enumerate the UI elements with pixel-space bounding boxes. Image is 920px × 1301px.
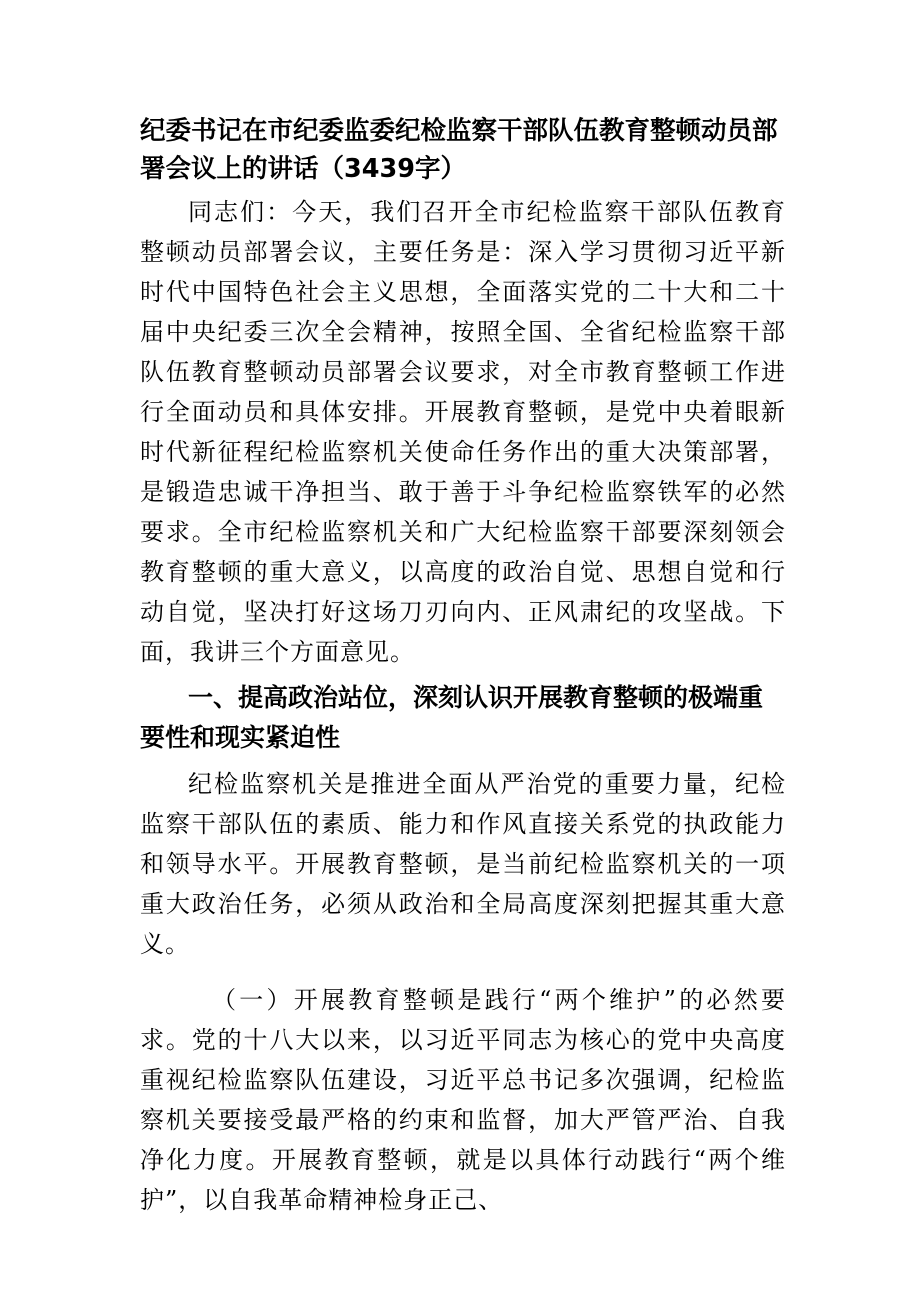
intro-paragraph: 同志们：今天，我们召开全市纪检监察干部队伍教育整顿动员部署会议，主要任务是：深入学习贯彻习近平新时代中国特色社会主义思想，全面落实党的二十大和二十届中央纪委三次全会精神，按照全国、全省纪检监察干部队伍教育整顿动员部署会议要求，对全市教育整顿工作进行全面动员和具体安排。开展教育整顿，是党中央着眼新时代新征程纪检监察机关使命任务作出的重大决策部署，是锻造忠诚干净担当、敢于善于斗争纪检监察铁军的必然要求。全市纪检监察机关和广大纪检监察干部要深刻领会教育整顿的重大意义，以高度的政治自觉、思想自觉和行动自觉，坚决打好这场刀刃向内、正风肃纪的攻坚战。下面，我讲三个方面意见。 [140, 198, 786, 666]
section-heading: 一、提高政治站位，深刻认识开展教育整顿的极端重要性和现实紧迫性 [140, 683, 764, 752]
document-title: 纪委书记在市纪委监委纪检监察干部队伍教育整顿动员部署会议上的讲话（3439字） [140, 116, 778, 184]
document-body [140, 112, 786, 1220]
section-paragraph: 纪检监察机关是推进全面从严治党的重要力量，纪检监察干部队伍的素质、能力和作风直接关系党的执政能力和领导水平。开展教育整顿，是当前纪检监察机关的一项重大政治任务，必须从政治和全局高度深刻把握其重大意义。 [140, 770, 786, 958]
subsection-paragraph: （一）开展教育整顿是践行“两个维护”的必然要求。党的十八大以来，以习近平同志为核心的党中央高度重视纪检监察队伍建设，习近平总书记多次强调，纪检监察机关要接受最严格的约束和监督，加大严管严治、自我净化力度。开展教育整顿，就是以具体行动践行“两个维护”，以自我革命精神检身正己、 [140, 986, 786, 1214]
